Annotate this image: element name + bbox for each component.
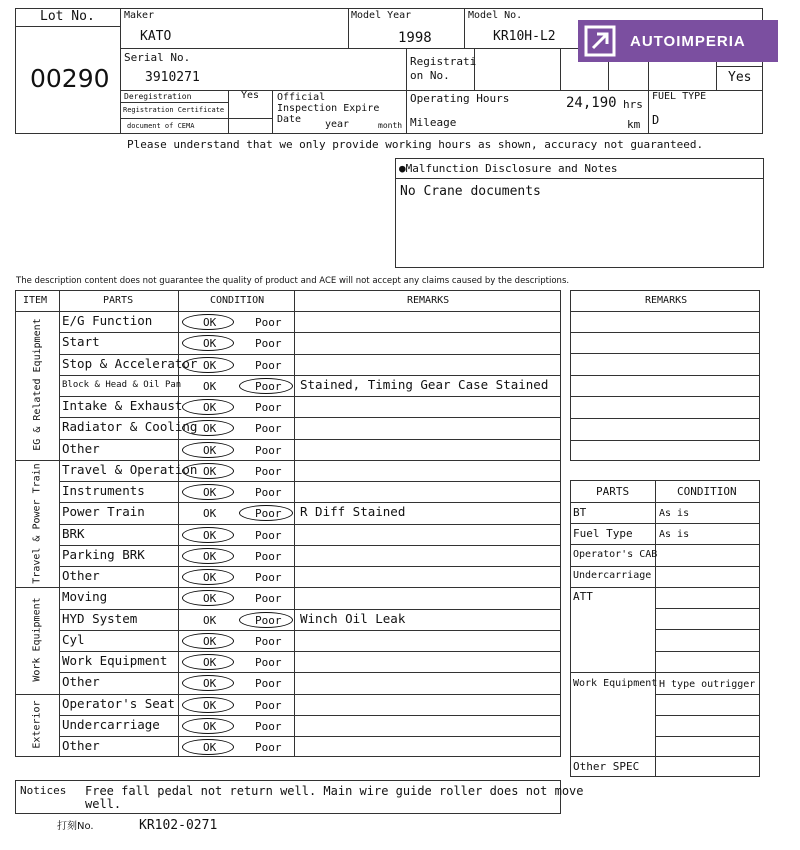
logo-mark-icon — [584, 25, 618, 57]
table-header-remarks: REMARKS — [407, 295, 450, 306]
part-label: E/G Function — [62, 313, 153, 328]
model-year-value: 1998 — [398, 30, 432, 46]
part-label: HYD System — [62, 610, 138, 626]
poor-option: Poor — [255, 741, 282, 754]
notices-text: Free fall pedal not return well. Main wire guide roller does not move — [85, 784, 584, 798]
ok-option: OK — [203, 698, 217, 712]
mileage-label: Mileage — [410, 116, 457, 129]
maker-label: Maker — [124, 10, 155, 21]
poor-option: Poor — [255, 443, 282, 457]
bt-value: As is — [659, 508, 690, 519]
poor-circle — [239, 378, 293, 394]
right-remarks-header: REMARKS — [645, 295, 688, 306]
part-label: Other — [62, 568, 100, 583]
ok-circle — [182, 463, 234, 479]
poor-option: Poor — [255, 358, 282, 372]
poor-circle — [239, 612, 293, 628]
operating-hours-label: Operating Hours — [410, 92, 510, 105]
hours-note: Please understand that we only provide working hours as shown, accuracy not guaranteed. — [127, 138, 704, 151]
right-parts-header: PARTS — [596, 485, 630, 498]
under-label: Undercarriage — [573, 570, 652, 581]
ok-option: OK — [203, 528, 217, 542]
part-label: Block & Head & Oil Pan — [62, 379, 182, 390]
remark-text: Winch Oil Leak — [300, 610, 406, 626]
part-label: Instruments — [62, 483, 145, 498]
ok-option: OK — [203, 464, 217, 478]
part-label: Undercarriage — [62, 716, 160, 732]
model-no-value: KR10H-L2 — [493, 29, 556, 44]
maker-value: KATO — [140, 29, 172, 44]
ok-circle — [182, 527, 234, 543]
ok-circle — [182, 697, 234, 713]
serial-value: 3910271 — [145, 70, 200, 85]
part-label: Travel & Operation — [62, 461, 198, 477]
poor-option: Poor — [255, 401, 282, 414]
part-label: Radiator & Cooling — [62, 419, 198, 435]
group-label: Exterior — [31, 700, 43, 749]
ok-option: OK — [203, 379, 217, 393]
ok-option: OK — [203, 549, 217, 563]
ok-option: OK — [203, 316, 217, 329]
notices-label: Notices — [20, 784, 67, 797]
notices-text-2: well. — [85, 797, 122, 811]
ok-option: OK — [203, 677, 217, 691]
poor-option: Poor — [255, 613, 282, 627]
part-label: Work Equipment — [62, 653, 168, 668]
fuel-value: As is — [659, 529, 690, 540]
serial-label: Serial No. — [124, 51, 191, 64]
poor-option: Poor — [255, 698, 282, 712]
lot-number: 00290 — [30, 64, 110, 93]
ok-circle — [182, 314, 234, 330]
fuel-type-value: D — [652, 113, 660, 127]
att-label: ATT — [573, 590, 593, 603]
part-label: Moving — [62, 589, 108, 605]
ok-option: OK — [203, 656, 217, 669]
poor-option: Poor — [255, 528, 282, 542]
ok-option: OK — [203, 613, 217, 627]
part-label: BRK — [62, 525, 85, 541]
part-label: Other — [62, 674, 100, 690]
km-unit: km — [627, 118, 641, 131]
autoimperia-logo — [578, 20, 778, 62]
cema-label: document of CEMA — [127, 122, 195, 130]
poor-option: Poor — [255, 316, 282, 329]
spec-label: Other SPEC — [573, 760, 640, 773]
part-label: Intake & Exhaust — [62, 398, 183, 413]
poor-option: Poor — [255, 507, 282, 521]
hrs-unit: hrs — [623, 98, 643, 111]
model-year-label: Model Year — [351, 10, 412, 21]
ok-option: OK — [203, 719, 217, 733]
right-condition-header: CONDITION — [677, 485, 737, 498]
stamp-label: 打刻No. — [57, 821, 94, 832]
ok-circle — [182, 633, 234, 649]
part-label: Power Train — [62, 504, 145, 520]
poor-option: Poor — [255, 549, 282, 563]
table-header-condition: CONDITION — [210, 295, 265, 306]
inspection-label: Official Inspection Expire Date — [277, 92, 380, 125]
ok-circle — [182, 484, 234, 500]
model-no-label: Model No. — [468, 10, 523, 21]
malfunction-title: ●Malfunction Disclosure and Notes — [399, 162, 618, 175]
ok-option: OK — [203, 443, 217, 457]
work-value: H type outrigger — [659, 679, 756, 690]
part-label: Stop & Accelerator — [62, 355, 198, 371]
stamp-value: KR102-0271 — [139, 818, 218, 833]
ok-option: OK — [203, 634, 217, 648]
part-label: Parking BRK — [62, 546, 145, 562]
poor-option: Poor — [255, 656, 282, 669]
ok-option: OK — [203, 741, 217, 754]
ok-option: OK — [203, 422, 217, 436]
ok-circle — [182, 399, 234, 415]
group-label: EG & Related Equipment — [31, 318, 43, 452]
ok-circle — [182, 357, 234, 373]
ok-option: OK — [203, 401, 217, 414]
operating-hours-value: 24,190 — [566, 95, 617, 111]
poor-option: Poor — [255, 422, 282, 436]
part-label: Start — [62, 334, 100, 350]
dereg-value: Yes — [241, 90, 260, 101]
ok-option: OK — [203, 358, 217, 372]
logo-text: AUTOIMPERIA — [630, 33, 746, 50]
ac-value: Yes — [728, 70, 752, 85]
bt-label: BT — [573, 506, 587, 519]
poor-option: Poor — [255, 592, 282, 606]
ok-option: OK — [203, 592, 217, 606]
ok-circle — [182, 739, 234, 755]
table-header-item: ITEM — [23, 295, 48, 306]
poor-option: Poor — [255, 464, 282, 478]
poor-option: Poor — [255, 337, 282, 351]
group-label: Work Equipment — [31, 597, 43, 683]
ok-option: OK — [203, 337, 217, 351]
table-header-parts: PARTS — [103, 295, 134, 306]
fuel-label: Fuel Type — [573, 527, 633, 540]
reg-cert-label: Registration Certificate — [123, 106, 225, 114]
remark-text: R Diff Stained — [300, 504, 406, 520]
ok-option: OK — [203, 507, 217, 521]
part-label: Cyl — [62, 631, 85, 647]
poor-option: Poor — [255, 634, 282, 648]
ok-circle — [182, 569, 234, 585]
disclaimer: The description content does not guarantee the quality of product and ACE will not accept any claims caused by the descriptions. — [16, 276, 570, 286]
work-label: Work Equipment — [573, 678, 658, 689]
group-label: Travel & Power Train — [31, 462, 43, 584]
registration-label: Registrati on No. — [410, 55, 477, 82]
fuel-type-label: FUEL TYPE — [652, 91, 707, 102]
part-label: Other — [62, 738, 100, 753]
poor-option: Poor — [255, 379, 282, 393]
ok-circle — [182, 654, 234, 670]
remark-text: Stained, Timing Gear Case Stained — [300, 376, 549, 392]
poor-option: Poor — [255, 677, 282, 691]
part-label: Other — [62, 440, 100, 456]
malfunction-text: No Crane documents — [400, 184, 541, 199]
poor-option: Poor — [255, 571, 282, 584]
year-label: year — [325, 119, 350, 130]
ok-circle — [182, 548, 234, 564]
ok-circle — [182, 442, 234, 458]
ok-option: OK — [203, 486, 217, 499]
cab-label: Operator's CAB — [573, 549, 658, 560]
lot-label: Lot No. — [40, 9, 95, 24]
inspection-table — [15, 290, 561, 760]
dereg-label: Deregistration — [124, 92, 192, 101]
ok-option: OK — [203, 571, 217, 584]
poor-option: Poor — [255, 486, 282, 499]
poor-option: Poor — [255, 719, 282, 733]
month-label: month — [378, 121, 403, 130]
part-label: Operator's Seat — [62, 695, 175, 711]
ok-circle — [182, 718, 234, 734]
